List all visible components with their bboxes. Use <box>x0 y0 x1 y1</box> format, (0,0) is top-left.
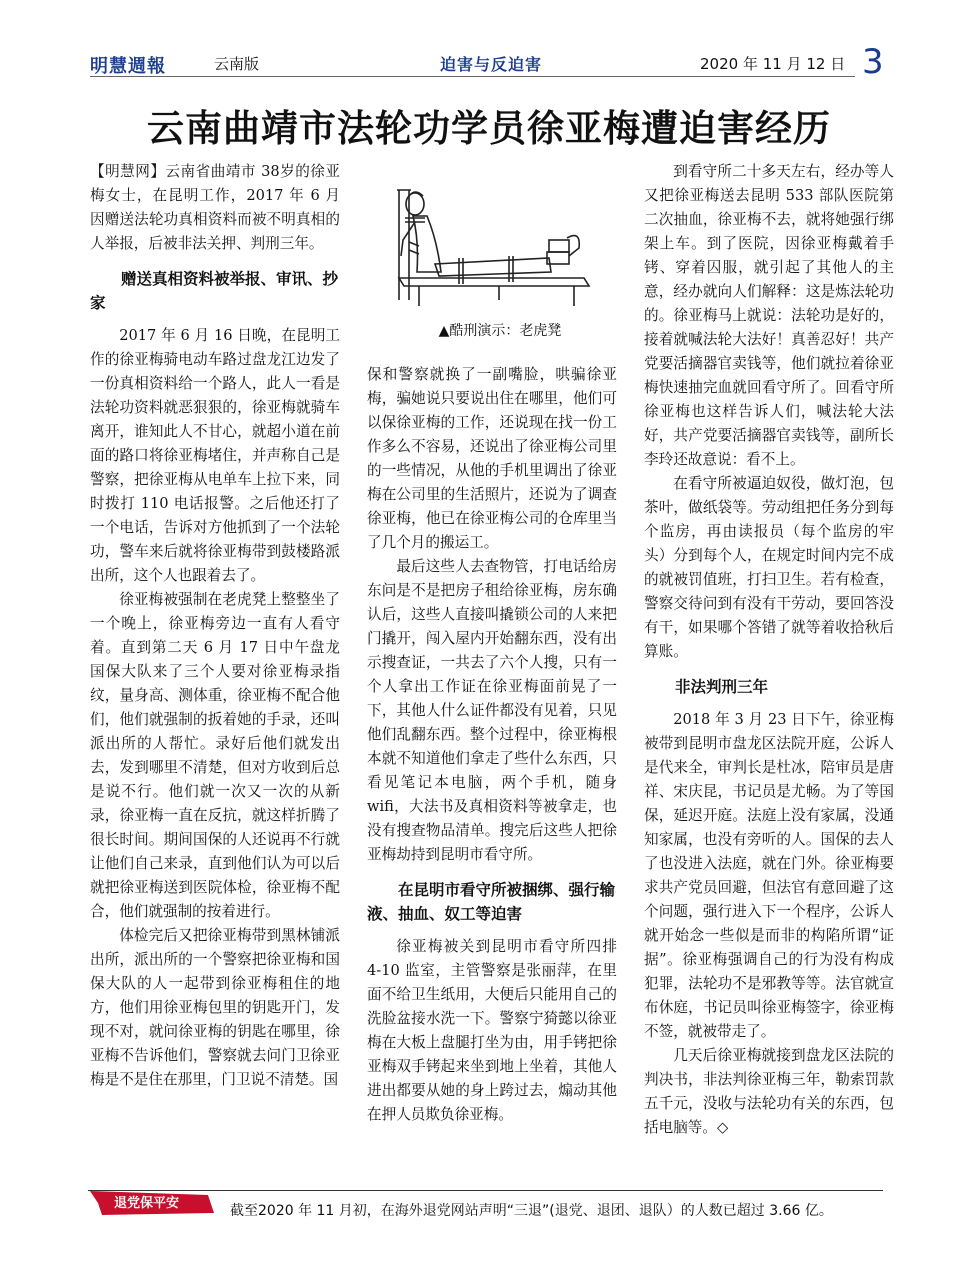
paragraph: 徐亚梅被关到昆明市看守所四排 4-10 监室，主管警察是张丽萍，在里面不给卫生纸用，大便后只能用自己的洗脸盆接水洗一下。警察宁猗懿以徐亚梅在大板上盘腿打坐为由，用手铐把徐亚梅双手铐起来坐到地上坐着，其他人进出都要从她的身上跨过去，煽动其他在押人员欺负徐亚梅。 <box>367 938 617 1123</box>
page-number: 3 <box>862 42 884 82</box>
section-heading: 在昆明市看守所被捆绑、强行输液、抽血、奴工等迫害 <box>367 881 616 923</box>
issue-date: 2020 年 11 月 12 日 <box>700 55 846 73</box>
masthead: 明慧週報 <box>90 56 166 77</box>
article-column-1 <box>90 160 340 1092</box>
figure-caption: ▲酷刑演示：老虎凳 <box>438 323 562 339</box>
article-lead: 【明慧网】云南省曲靖市 38岁的徐亚梅女士，在昆明工作，2017 年 6 月因赠送法轮功真相资料而被不明真相的人举报，后被非法关押、判刑三年。 <box>90 163 340 252</box>
tuidang-tag-label: 退党保平安 <box>114 1196 180 1211</box>
paragraph: 几天后徐亚梅就接到盘龙区法院的判决书，非法判徐亚梅三年，勒索罚款五千元，没收与法轮功有关的东西，包括电脑等。◇ <box>644 1047 894 1136</box>
header-rule <box>90 76 855 77</box>
paragraph: 保和警察就换了一副嘴脸，哄骗徐亚梅，骗她说只要说出住在哪里，他们可以保徐亚梅的工作，还说现在找一份工作多么不容易，还说出了徐亚梅公司里的一些情况，从他的手机里调出了徐亚梅在公司里的生活照片，还说为了调查徐亚梅，他已在徐亚梅公司的仓库里当了几个月的搬运工。 <box>367 366 617 551</box>
paragraph: 最后这些人去查物管，打电话给房东问是不是把房子租给徐亚梅，房东确认后，这些人直接叫撬锁公司的人来把门撬开，闯入屋内开始翻东西，没有出示搜查证，一共去了六个人搜，只有一个人拿出工作证在徐亚梅面前晃了一下，其他人什么证件都没有见着，只见他们乱翻东西。整个过程中，徐亚梅根本就不知道他们拿走了些什么东西，只看见笔记本电脑，两个手机，随身 wifi，大法书及真相资料等被拿走，也没有搜查物品清单。搜完后这些人把徐亚梅劫持到昆明市看守所。 <box>367 558 617 863</box>
paragraph: 徐亚梅被强制在老虎凳上整整坐了一个晚上，徐亚梅旁边一直有人看守着。直到第二天 6 月 17 日中午盘龙国保大队来了三个人要对徐亚梅录指纹，量身高、测体重，徐亚梅不配合他们，他们就强制的扳着她的手录，还叫派出所的人帮忙。录好后他们就发出去，发到哪里不清楚，但对方收到后总是说不行。他们就一次又一次的从新录，徐亚梅一直在反抗，就这样折腾了很长时间。期间国保的人还说再不行就让他们自己来录，直到他们认为可以后就把徐亚梅送到医院体检，徐亚梅不配合，他们就强制的按着进行。 <box>90 591 340 920</box>
article-column-3 <box>644 160 894 1140</box>
section-title: 迫害与反迫害 <box>440 55 543 74</box>
tuidang-notice: 截至2020 年 11 月初，在海外退党网站声明“三退”(退党、退团、退队）的人数已超过 3.66 亿。 <box>230 1203 833 1219</box>
paragraph: 到看守所二十多天左右，经办等人又把徐亚梅送去昆明 533 部队医院第二次抽血，徐亚梅不去，就将她强行绑架上车。到了医院，因徐亚梅戴着手铐、穿着囚服，就引起了其他人的主意，经办就向人们解释：这是炼法轮功的。徐亚梅马上就说：法轮功是好的，接着就喊法轮大法好！真善忍好！共产党要活摘器官卖钱等，他们就拉着徐亚梅快速抽完血就回看守所了。回看守所徐亚梅也这样告诉人们，喊法轮大法好，共产党要活摘器官卖钱等，副所长李玲还故意说：看不上。 <box>644 163 894 468</box>
page-header <box>90 42 890 82</box>
tiger-bench-illustration <box>379 160 605 312</box>
edition-label: 云南版 <box>214 55 260 73</box>
page-footer <box>88 1186 888 1226</box>
torture-illustration <box>367 160 617 355</box>
article-column-2 <box>367 363 617 1127</box>
paragraph: 体检完后又把徐亚梅带到黑林铺派出所，派出所的一个警察把徐亚梅和国保大队的人一起带到徐亚梅租住的地方，他们用徐亚梅包里的钥匙开门，发现不对，就问徐亚梅的钥匙在哪里，徐亚梅不告诉他们，警察就去问门卫徐亚梅是不是住在那里，门卫说不清楚。国 <box>90 927 340 1088</box>
paragraph: 在看守所被逼迫奴役，做灯泡，包茶叶，做纸袋等。劳动组把任务分到每个监房，再由读报员（每个监房的牢头）分到每个人，在规定时间内完不成的就被罚值班，打扫卫生。若有检查，警察交待问到有没有干劳动，要回答没有干，如果哪个答错了就等着收拾秋后算账。 <box>644 475 894 660</box>
article-title: 云南曲靖市法轮功学员徐亚梅遭迫害经历 <box>147 107 831 150</box>
section-heading: 非法判刑三年 <box>675 678 769 696</box>
paragraph: 2018 年 3 月 23 日下午，徐亚梅被带到昆明市盘龙区法院开庭，公诉人是代来全，审判长是杜冰，陪审员是唐祥、宋庆昆，书记员是尤畅。为了等国保，延迟开庭。法庭上没有家属，没通知家属，也没有旁听的人。国保的去人了也没进入法庭，就在门外。徐亚梅要求共产党员回避，但法官有意回避了这个问题，强行进入下一个程序，公诉人就开始念一些似是而非的构陷所谓“证据”。徐亚梅强调自己的行为没有构成犯罪，法轮功不是邪教等等。法官就宣布休庭，书记员叫徐亚梅签字，徐亚梅不签，就被带走了。 <box>644 711 894 1040</box>
paragraph: 2017 年 6 月 16 日晚，在昆明工作的徐亚梅骑电动车路过盘龙江边发了一份真相资料给一个路人，此人一看是法轮功资料就恶狠狠的，徐亚梅就骑车离开，谁知此人不甘心，就超小道在前面的路口将徐亚梅堵住，并声称自己是警察，把徐亚梅从电单车上拉下来，同时拨打 110 电话报警。之后他还打了一个电话，告诉对方他抓到了一个法轮功，警车来后就将徐亚梅带到鼓楼路派出所，这个人也跟着去了。 <box>90 327 340 584</box>
section-heading: 赠送真相资料被举报、审讯、抄家 <box>90 270 339 312</box>
